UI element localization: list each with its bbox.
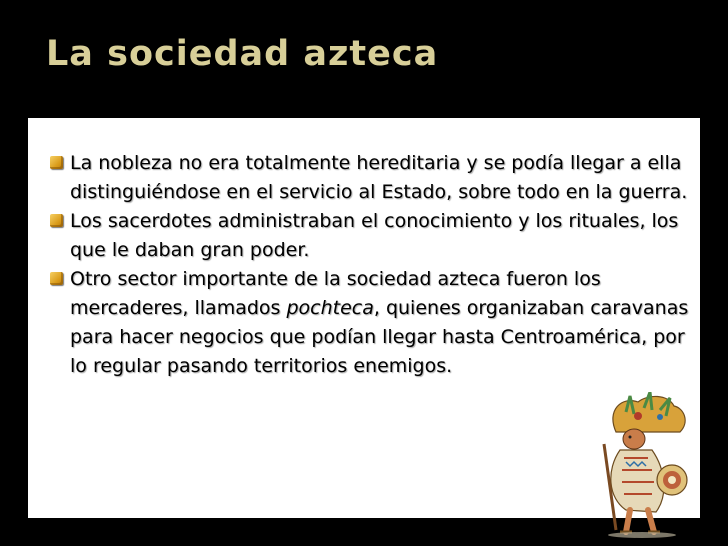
aztec-merchant-figure	[586, 392, 698, 538]
square-bullet-icon	[50, 214, 63, 227]
bullet-text: La nobleza no era totalmente hereditaria y se podía llegar a ella distinguiéndose en el servicio al Estado, sobre todo en la guerra.	[70, 152, 688, 203]
bullet-list	[50, 149, 690, 381]
bullet-emphasis: pochteca	[286, 297, 374, 319]
square-bullet-icon	[50, 272, 63, 285]
head	[623, 429, 645, 449]
bullet-item	[50, 149, 690, 207]
bullet-item	[50, 265, 690, 381]
bullet-text: Los sacerdotes administraban el conocimiento y los rituales, los que le daban gran poder.	[70, 210, 679, 261]
bullet-item	[50, 207, 690, 265]
square-bullet-icon	[50, 156, 63, 169]
legs	[626, 510, 654, 532]
bullet-text: Otro sector importante de la sociedad azteca fueron los mercaderes, llamados	[70, 268, 601, 319]
bullet-text-continuation: , quienes organizaban caravanas para hacer negocios que podían llegar hasta Centroamérica, por lo regular pasando territorios enemigos.	[70, 297, 689, 377]
feather-headdress	[613, 396, 685, 432]
slide-title: La sociedad azteca	[46, 34, 439, 74]
